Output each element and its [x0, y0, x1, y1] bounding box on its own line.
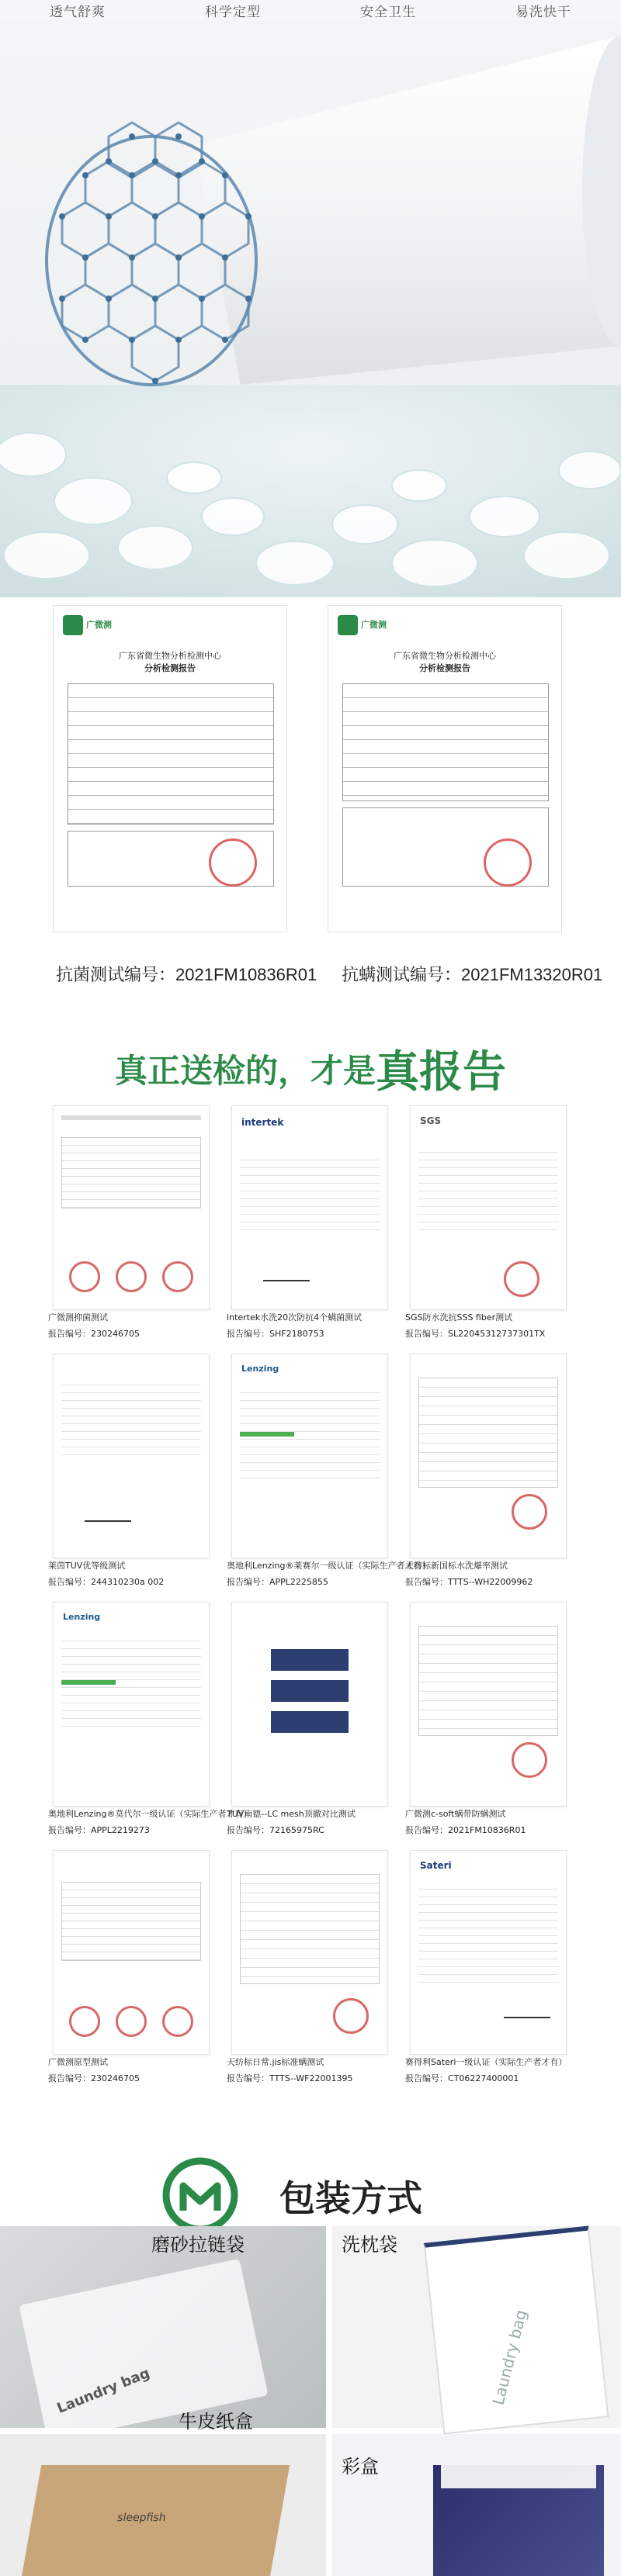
- brand-logo: SGS: [420, 1115, 442, 1126]
- certificate-number: 报告编号：244310230a 002: [48, 1577, 165, 1587]
- official-seal-icon: [484, 838, 532, 887]
- bag-shape: [424, 2225, 609, 2434]
- certificate-title: 广微测原型测试: [48, 2057, 108, 2067]
- frosted-bag-photo: [0, 2226, 326, 2428]
- brand-logo-icon: [160, 2156, 245, 2234]
- feature-strip: [0, 0, 621, 20]
- seal-icon: [512, 1742, 547, 1778]
- certificate-number: 报告编号：APPL2225855: [227, 1577, 328, 1587]
- certificate-document: [53, 1602, 210, 1807]
- seal-icon: [162, 1261, 193, 1292]
- certificate-title: 赛得利Sateri一级认证（实际生产者才有）: [405, 2057, 567, 2067]
- brand-logo: Sateri: [420, 1860, 452, 1871]
- certificate-number: 报告编号：SHF2180753: [227, 1329, 324, 1339]
- bag-print-text: Laundry bag: [54, 2364, 153, 2417]
- report-title: 分析检测报告: [419, 663, 470, 673]
- certificate-document: [410, 1105, 567, 1310]
- certificate-title: 广微测c-soft螨带防螨测试: [405, 1809, 506, 1819]
- feature-label: 科学定型: [205, 4, 261, 20]
- seal-icon: [116, 2006, 147, 2037]
- certificate-document: [231, 1602, 388, 1807]
- certificate-item: [47, 1850, 213, 2090]
- report-document: [328, 605, 562, 932]
- certificate-item: [47, 1354, 213, 1594]
- real-report-headline: [0, 1038, 621, 1100]
- certificate-document: [53, 1850, 210, 2055]
- brand-logo: intertek: [241, 1117, 284, 1128]
- hero-graphene-image: [0, 20, 621, 597]
- certificate-title: 天纺标日常.jis标准螨测试: [227, 2057, 324, 2067]
- bag-print-text: Laundry bag: [488, 2308, 531, 2407]
- official-seal-icon: [209, 838, 257, 887]
- certificate-document: [53, 1105, 210, 1310]
- certificate-number: 报告编号：72165975RC: [227, 1825, 324, 1835]
- lab-logo-icon: [63, 615, 83, 635]
- lab-name: 广东省微生物分析检测中心: [119, 651, 221, 661]
- seal-icon: [69, 2006, 100, 2037]
- feature-label: 安全卫生: [360, 4, 416, 20]
- seal-icon: [69, 1261, 100, 1292]
- certificate-title: intertek水洗20次防抗4个螨菌测试: [227, 1312, 363, 1323]
- certificate-item: [225, 1850, 392, 2090]
- certificate-title: 莱茵TUV优等级测试: [48, 1561, 126, 1571]
- graphene-tube-illustration: [0, 20, 621, 597]
- box-print-text: sleepfish: [116, 2512, 167, 2524]
- report-title: 分析检测报告: [144, 663, 196, 673]
- packaging-header: [0, 2156, 621, 2234]
- certificate-item: [225, 1602, 392, 1842]
- seal-icon: [333, 1998, 369, 2034]
- certificate-number: 报告编号：SL22045312737301TX: [405, 1329, 546, 1339]
- packaging-label: 彩盒: [342, 2456, 379, 2477]
- report-caption: 抗螨测试编号：2021FM13320R01: [342, 965, 603, 984]
- certificate-item: [404, 1354, 571, 1594]
- certificate-item: [404, 1850, 571, 2090]
- certificate-document: [231, 1105, 388, 1310]
- packaging-section: [0, 2226, 621, 2576]
- certificate-title: 广微测抑菌测试: [48, 1312, 108, 1323]
- headline-emphasis: 真报告: [376, 1047, 507, 1098]
- certificate-document: [53, 1354, 210, 1558]
- seal-icon: [504, 1261, 539, 1297]
- kraft-box-photo: [0, 2434, 326, 2576]
- report-table: [342, 683, 549, 801]
- laundry-bag-photo: [332, 2226, 621, 2428]
- headline-part: 才是: [310, 1052, 376, 1090]
- certificate-document: [410, 1602, 567, 1807]
- report-caption: 抗菌测试编号：2021FM10836R01: [56, 965, 317, 984]
- certificate-number: 报告编号：2021FM10836R01: [405, 1825, 526, 1835]
- certificate-title: 奥地利Lenzing®莫代尔一级认证（实际生产者才有）: [48, 1809, 252, 1819]
- feature-label: 易洗快干: [515, 4, 571, 20]
- brand-logo: Lenzing: [63, 1612, 101, 1622]
- seal-icon: [512, 1494, 547, 1530]
- report-document: [53, 605, 287, 932]
- signature: [504, 2006, 550, 2018]
- seal-icon: [162, 2006, 193, 2037]
- certificate-number: 报告编号：230246705: [48, 1329, 140, 1339]
- certificate-document: [231, 1850, 388, 2055]
- lab-logo-text: 广微测: [86, 620, 112, 630]
- certificate-title: 奥地利Lenzing®莱赛尔一级认证（实际生产者才有）: [227, 1561, 431, 1571]
- signature: [85, 1509, 131, 1522]
- box-shape: [433, 2465, 604, 2576]
- packaging-label: 磨砂拉链袋: [151, 2234, 245, 2256]
- certificate-item: [404, 1602, 571, 1842]
- certificate-document: [231, 1354, 388, 1558]
- lab-name: 广东省微生物分析检测中心: [394, 651, 496, 661]
- lab-logo-icon: [338, 615, 358, 635]
- certificate-document: [410, 1354, 567, 1558]
- certificate-number: 报告编号：230246705: [48, 2073, 140, 2083]
- certificate-item: [225, 1105, 392, 1346]
- certificate-title: 天纺标新国标水洗爆率测试: [405, 1561, 508, 1571]
- test-reports-section: [0, 597, 621, 1032]
- packaging-label: 洗枕袋: [342, 2234, 397, 2256]
- certificate-document: [410, 1850, 567, 2055]
- packaging-label: 牛皮纸盒: [179, 2411, 253, 2433]
- signature: [263, 1269, 310, 1281]
- certificate-item: [47, 1105, 213, 1346]
- lab-logo-text: 广微测: [361, 620, 387, 630]
- certificate-number: 报告编号：TTTS--WF22001395: [227, 2073, 353, 2083]
- certificate-number: 报告编号：APPL2219273: [48, 1825, 150, 1835]
- feature-label: 透气舒爽: [50, 4, 106, 20]
- headline-part: 真正送检的，: [114, 1052, 310, 1090]
- certificate-item: [47, 1602, 252, 1842]
- brand-logo: Lenzing: [241, 1364, 279, 1374]
- certificate-number: 报告编号：CT06227400001: [405, 2073, 519, 2083]
- certificate-item: [225, 1354, 431, 1594]
- certificate-item: [404, 1105, 571, 1346]
- certificate-number: 报告编号：TTTS--WH22009962: [405, 1577, 533, 1587]
- box-shape: [21, 2465, 290, 2576]
- certificate-title: SGS防水洗抗SSS fiber测试: [405, 1312, 513, 1323]
- packaging-title: 包装方式: [279, 2177, 422, 2219]
- report-table: [68, 683, 274, 825]
- seal-icon: [116, 1261, 147, 1292]
- certificate-title: TUV南德--LC mesh顶撤对比测试: [227, 1809, 356, 1819]
